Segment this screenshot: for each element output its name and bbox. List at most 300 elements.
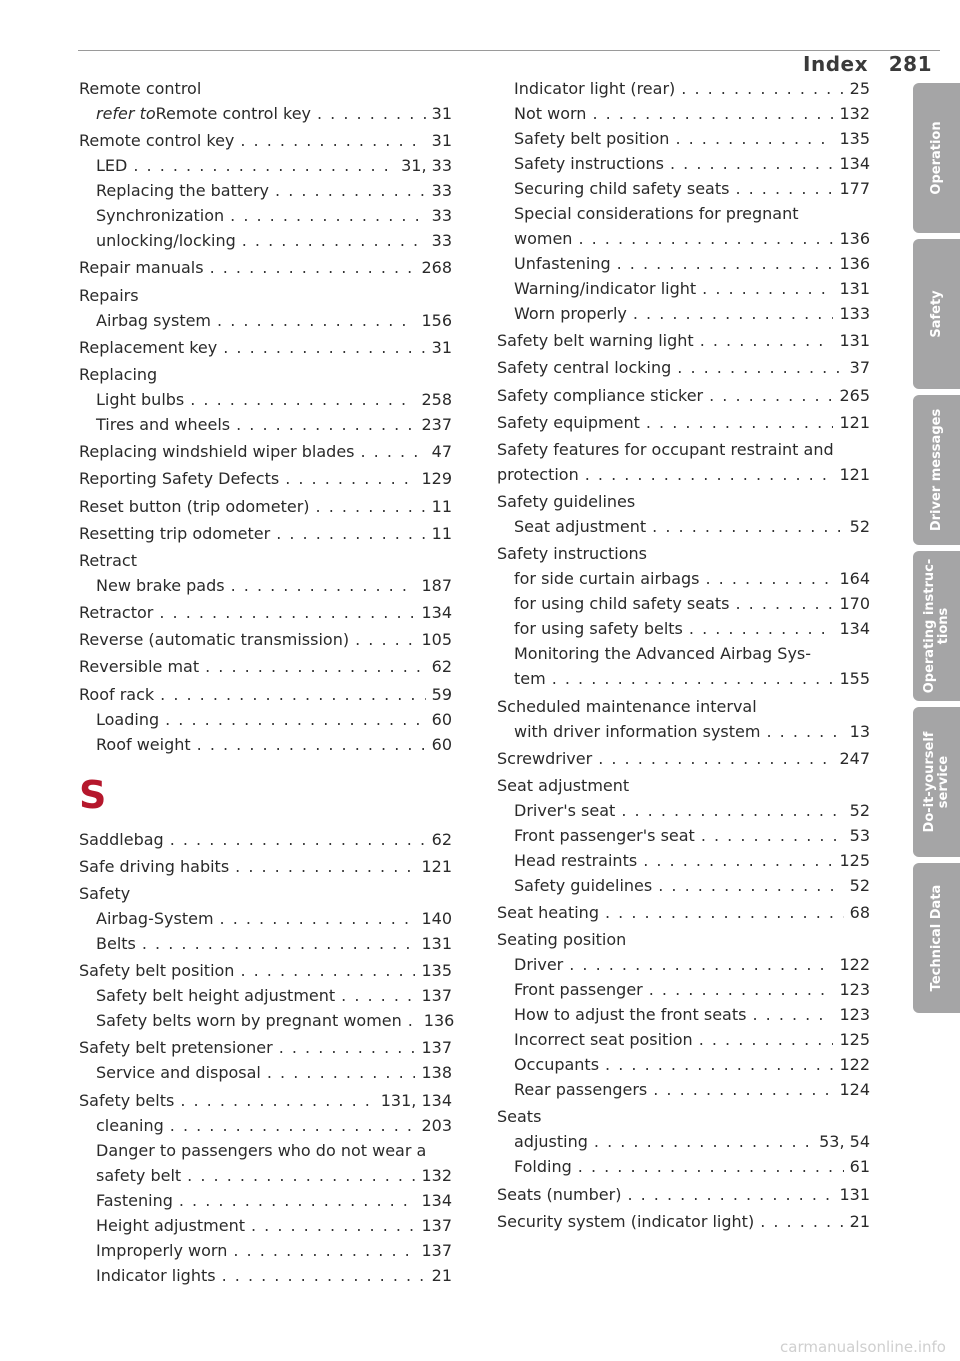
chapter-tab[interactable]	[913, 239, 960, 389]
chapter-tab-label: Operating instruc- tions	[921, 558, 951, 694]
index-entry-pages[interactable]: 31	[431, 131, 452, 151]
index-entry	[79, 412, 452, 437]
index-entry-pages[interactable]: 131	[839, 331, 870, 351]
dot-leader	[361, 439, 426, 464]
index-entry-pages[interactable]: 156	[421, 310, 452, 330]
index-entry	[497, 1209, 870, 1234]
index-entry-term: Safety compliance sticker	[497, 385, 704, 405]
index-entry	[79, 153, 452, 178]
index-entry-term: Safety instructions	[497, 544, 647, 564]
index-entry	[497, 773, 870, 798]
index-entry-term: Rear passengers	[514, 1080, 648, 1100]
dot-leader	[222, 1263, 426, 1288]
chapter-tab[interactable]	[913, 863, 960, 1013]
index-entry-pages[interactable]: 125	[839, 1030, 870, 1050]
dot-leader	[701, 823, 844, 848]
index-entry	[497, 201, 870, 226]
index-entry	[79, 521, 452, 546]
index-entry-pages[interactable]: 135	[839, 129, 870, 148]
dot-leader	[355, 627, 415, 652]
dot-leader	[275, 178, 426, 203]
dot-leader	[160, 682, 426, 707]
index-entry-pages[interactable]: 137	[421, 1240, 452, 1260]
index-entry-pages[interactable]: 53	[849, 825, 870, 845]
dot-leader	[689, 616, 834, 641]
dot-leader	[569, 952, 833, 977]
index-entry-pages[interactable]: 25	[849, 79, 870, 98]
index-entry	[79, 1008, 455, 1033]
index-entry-pages[interactable]: 31, 33	[401, 156, 452, 176]
index-entry-pages[interactable]: 131	[839, 279, 870, 298]
index-entry-pages[interactable]: 61	[849, 1157, 870, 1177]
index-entry	[497, 927, 870, 952]
index-entry-term: Tires and wheels	[96, 414, 231, 434]
index-entry-pages[interactable]: 237	[421, 414, 452, 434]
index-entry-term: Safety	[79, 884, 131, 903]
index-entry-term: Retractor	[79, 603, 154, 623]
index-entry	[497, 591, 870, 616]
index-entry-pages[interactable]: 136	[423, 1011, 455, 1031]
dot-leader	[170, 1113, 416, 1138]
index-entry	[79, 1035, 452, 1060]
index-entry-pages[interactable]: 131	[421, 934, 452, 953]
dot-leader	[706, 566, 834, 591]
index-entry	[79, 1088, 452, 1113]
index-entry	[79, 1163, 452, 1188]
index-entry	[497, 101, 870, 126]
index-entry-term: Head restraints	[514, 850, 638, 870]
index-entry-term: Synchronization	[96, 206, 225, 226]
index-entry-term: Airbag-System	[96, 909, 214, 928]
index-entry-term: tem	[514, 669, 546, 689]
index-entry-pages[interactable]: 52	[849, 875, 870, 895]
index-entry-pages[interactable]: 122	[839, 1055, 870, 1075]
index-entry-pages[interactable]: 31	[431, 337, 452, 357]
index-entry-pages[interactable]: 137	[421, 1038, 452, 1058]
watermark: carmanualsonline.info	[780, 1338, 946, 1356]
index-entry-pages[interactable]: 60	[431, 709, 452, 729]
chapter-tab-label: Do-it-yourself service	[921, 731, 951, 833]
index-entry-pages[interactable]: 31	[431, 104, 452, 123]
dot-leader	[649, 977, 834, 1002]
index-entry	[497, 566, 870, 591]
index-entry-pages[interactable]: 37	[849, 358, 870, 378]
index-entry-pages[interactable]: 177	[839, 179, 870, 198]
index-entry-pages[interactable]: 170	[839, 594, 870, 614]
index-entry-term: Service and disposal	[96, 1063, 261, 1083]
dot-leader	[594, 1129, 813, 1154]
index-entry-pages[interactable]: 13	[849, 721, 870, 741]
dot-leader	[223, 335, 425, 360]
index-entry-pages[interactable]: 140	[421, 909, 452, 928]
index-entry-term: Roof rack	[79, 684, 155, 704]
index-entry-pages[interactable]: 247	[839, 748, 870, 768]
index-entry-pages[interactable]: 105	[421, 630, 452, 650]
index-entry-pages[interactable]: 124	[839, 1080, 870, 1100]
index-entry	[79, 1263, 452, 1288]
chapter-tab[interactable]	[913, 707, 960, 857]
dot-leader	[598, 746, 833, 771]
index-entry-pages[interactable]: 133	[839, 304, 870, 323]
dot-leader	[627, 1182, 833, 1207]
dot-leader	[675, 126, 833, 151]
index-entry	[79, 387, 452, 412]
index-entry-pages[interactable]: 21	[849, 1211, 870, 1231]
index-entry-term: Safety guidelines	[497, 492, 636, 512]
index-entry	[497, 746, 870, 771]
index-entry-term: Seat adjustment	[514, 517, 647, 537]
index-entry	[79, 983, 452, 1008]
index-entry	[79, 255, 452, 280]
dot-leader	[735, 176, 833, 201]
index-entry-term: Replacing windshield wiper blades	[79, 442, 355, 462]
dot-leader	[276, 521, 425, 546]
index-entry	[79, 600, 452, 625]
index-entry-term: Occupants	[514, 1055, 600, 1075]
index-entry-pages[interactable]: 53, 54	[819, 1132, 870, 1152]
index-entry-term: Securing child safety seats	[514, 179, 730, 198]
chapter-tab[interactable]	[913, 395, 960, 545]
dot-leader	[180, 1088, 374, 1113]
index-entry-term: Fastening	[96, 1190, 173, 1210]
chapter-tab-label: Safety	[928, 290, 944, 338]
index-entry	[79, 439, 452, 464]
index-column-right	[497, 76, 870, 1234]
dot-leader	[220, 906, 416, 931]
dot-leader	[617, 251, 834, 276]
index-entry	[497, 328, 870, 353]
index-entry	[79, 76, 452, 101]
index-entry-pages[interactable]: 52	[849, 517, 870, 537]
dot-leader	[408, 1008, 418, 1033]
index-entry	[497, 1182, 870, 1207]
dot-leader	[317, 101, 426, 126]
dot-leader	[187, 1163, 415, 1188]
index-entry-term: Security system (indicator light)	[497, 1211, 755, 1231]
dot-leader	[578, 226, 833, 251]
index-entry-pages[interactable]: 122	[839, 955, 870, 975]
index-entry	[79, 1238, 452, 1263]
index-entry-pages[interactable]: 132	[839, 104, 870, 123]
index-entry-pages[interactable]: 136	[839, 254, 870, 273]
dot-leader	[633, 301, 834, 326]
index-entry-term: Retract	[79, 550, 137, 570]
header-rule	[78, 50, 940, 51]
index-entry-term: How to adjust the front seats	[514, 1005, 747, 1025]
index-entry	[497, 900, 870, 925]
index-entry-term: Remote control key	[155, 104, 311, 123]
index-entry	[497, 666, 870, 691]
index-entry-term: Special considerations for pregnant	[514, 204, 799, 223]
index-entry-term: Light bulbs	[96, 389, 185, 409]
index-entry-pages[interactable]: 125	[839, 850, 870, 870]
index-entry-pages[interactable]: 62	[431, 657, 452, 677]
index-entry	[79, 654, 452, 679]
index-entry-pages[interactable]: 134	[421, 1190, 452, 1210]
index-entry-pages[interactable]: 187	[421, 575, 452, 595]
index-entry	[79, 854, 452, 879]
index-entry-term: Reverse (automatic transmission)	[79, 630, 350, 650]
index-entry	[79, 178, 452, 203]
index-entry-term: Roof weight	[96, 734, 191, 754]
dot-leader	[159, 600, 415, 625]
index-entry-term: Danger to passengers who do not wear a	[96, 1140, 427, 1160]
dot-leader	[677, 355, 843, 380]
dot-leader	[210, 255, 416, 280]
index-entry	[497, 437, 870, 462]
index-entry-pages[interactable]: 121	[839, 464, 870, 484]
index-entry-pages[interactable]: 59	[431, 684, 452, 704]
dot-leader	[621, 798, 843, 823]
index-entry-pages[interactable]: 138	[421, 1063, 452, 1083]
index-entry-pages[interactable]: 137	[421, 1215, 452, 1235]
index-entry-term: protection	[497, 464, 579, 484]
chapter-tabs-sidebar	[913, 83, 960, 1019]
index-entry-pages[interactable]: 129	[421, 469, 452, 489]
index-entry-term: Safety belt pretensioner	[79, 1038, 273, 1058]
header-title: Index	[803, 52, 868, 76]
index-entry-term: Replacing	[79, 364, 158, 384]
dot-leader	[205, 654, 426, 679]
index-entry-pages[interactable]: 52	[849, 800, 870, 820]
index-entry-pages[interactable]: 203	[421, 1115, 452, 1135]
index-entry-term: Safety belts	[79, 1090, 175, 1110]
index-entry	[79, 362, 452, 387]
index-entry-pages[interactable]: 265	[839, 385, 870, 405]
index-entry	[79, 466, 452, 491]
index-entry-term: Height adjustment	[96, 1215, 245, 1235]
index-entry	[497, 489, 870, 514]
index-entry-pages[interactable]: 123	[839, 980, 870, 1000]
index-entry-term: Reporting Safety Defects	[79, 469, 280, 489]
index-entry-term: Safety guidelines	[514, 875, 653, 895]
dot-leader	[643, 848, 833, 873]
index-entry-term: Seating position	[497, 930, 627, 950]
index-entry	[79, 1138, 452, 1163]
dot-leader	[133, 153, 395, 178]
chapter-tab[interactable]	[913, 551, 960, 701]
index-entry-term: Safety features for occupant restraint and	[497, 439, 834, 459]
index-entry-pages[interactable]: 33	[431, 181, 452, 201]
index-entry-term: for using safety belts	[514, 619, 683, 639]
index-entry	[79, 881, 452, 906]
dot-leader	[652, 514, 843, 539]
index-entry	[497, 719, 870, 744]
dot-leader	[670, 151, 833, 176]
dot-leader	[752, 1002, 833, 1027]
index-entry-term: Driver's seat	[514, 800, 616, 820]
dot-leader	[658, 873, 843, 898]
index-entry-term: Unfastening	[514, 254, 611, 273]
dot-leader	[709, 383, 833, 408]
index-entry-term: Remote control	[79, 79, 202, 98]
index-entry	[79, 732, 452, 757]
index-entry	[497, 226, 870, 251]
index-entry	[497, 1052, 870, 1077]
index-entry	[497, 1129, 870, 1154]
index-entry-term: Scheduled maintenance interval	[497, 696, 757, 716]
index-entry	[497, 1104, 870, 1129]
dot-leader	[285, 466, 415, 491]
dot-leader	[179, 1188, 416, 1213]
index-entry	[79, 548, 452, 573]
index-entry-term: for using child safety seats	[514, 594, 730, 614]
index-entry-term: Safe driving habits	[79, 856, 230, 876]
index-entry	[497, 848, 870, 873]
index-entry-pages[interactable]: 135	[421, 961, 452, 981]
index-entry	[497, 952, 870, 977]
index-entry	[497, 301, 870, 326]
index-entry-term: Resetting trip odometer	[79, 523, 271, 543]
index-entry-pages[interactable]: 137	[421, 986, 452, 1006]
index-entry-pages[interactable]: 155	[839, 669, 870, 689]
index-entry-term: Safety equipment	[497, 412, 640, 432]
index-entry	[497, 383, 870, 408]
index-entry-term: Front passenger	[514, 980, 643, 1000]
index-entry-pages[interactable]: 47	[431, 442, 452, 462]
index-entry-pages[interactable]: 33	[431, 231, 452, 251]
index-entry-term: New brake pads	[96, 575, 225, 595]
index-entry-term: Monitoring the Advanced Airbag Sys-	[514, 644, 812, 664]
index-entry-term: Airbag system	[96, 310, 212, 330]
index-entry	[497, 355, 870, 380]
index-entry	[497, 823, 870, 848]
index-entry-pages[interactable]: 136	[839, 229, 870, 248]
dot-leader	[578, 1154, 844, 1179]
index-letter-heading: S	[79, 772, 107, 817]
dot-leader	[217, 308, 415, 333]
index-entry-pages[interactable]: 68	[849, 903, 870, 923]
index-entry-pages[interactable]: 62	[431, 829, 452, 849]
dot-leader	[230, 203, 425, 228]
index-entry-term: LED	[96, 156, 128, 176]
index-entry-term: with driver information system	[514, 721, 761, 741]
index-entry	[79, 128, 452, 153]
dot-leader	[316, 494, 426, 519]
dot-leader	[341, 983, 415, 1008]
dot-leader	[736, 591, 834, 616]
dot-leader	[702, 276, 833, 301]
dot-leader	[585, 462, 834, 487]
index-entry	[497, 126, 870, 151]
index-entry-term: Folding	[514, 1157, 572, 1177]
index-entry-term: Repair manuals	[79, 258, 204, 278]
dot-leader	[240, 958, 415, 983]
index-entry	[79, 308, 452, 333]
index-entry-pages[interactable]: 33	[431, 206, 452, 226]
dot-leader	[251, 1213, 415, 1238]
index-entry-pages[interactable]: 164	[839, 569, 870, 589]
index-entry-term: Safety belts worn by pregnant women	[96, 1011, 402, 1031]
index-entry-ref: refer to	[96, 104, 156, 123]
index-entry	[497, 694, 870, 719]
index-entry	[79, 203, 452, 228]
index-entry-pages[interactable]: 132	[421, 1165, 452, 1185]
index-entry-pages[interactable]: 268	[421, 258, 452, 278]
index-entry	[79, 1113, 452, 1138]
index-entry-term: Safety belt height adjustment	[96, 986, 336, 1006]
index-entry-pages[interactable]: 121	[421, 856, 452, 876]
page-header	[78, 34, 940, 74]
index-entry	[497, 1002, 870, 1027]
index-entry-pages[interactable]: 134	[421, 603, 452, 623]
index-entry	[79, 1188, 452, 1213]
dot-leader	[236, 412, 415, 437]
index-entry-term: Remote control key	[79, 131, 235, 151]
index-entry-pages[interactable]: 121	[839, 412, 870, 432]
index-entry-term: Reversible mat	[79, 657, 200, 677]
dot-leader	[681, 76, 843, 101]
index-entry	[497, 616, 870, 641]
index-entry-term: Seat heating	[497, 903, 599, 923]
index-entry-term: Screwdriver	[497, 748, 593, 768]
dot-leader	[700, 328, 834, 353]
index-entry	[497, 514, 870, 539]
index-entry-pages[interactable]: 11	[431, 496, 452, 516]
index-entry-term: Warning/indicator light	[514, 279, 697, 298]
index-entry-term: adjusting	[514, 1132, 588, 1152]
dot-leader	[240, 128, 425, 153]
index-entry	[79, 101, 452, 126]
dot-leader	[699, 1027, 834, 1052]
index-entry-term: Reset button (trip odometer)	[79, 496, 310, 516]
index-entry	[79, 906, 452, 931]
index-entry	[497, 176, 870, 201]
index-entry	[79, 573, 452, 598]
index-entry-term: Indicator light (rear)	[514, 79, 676, 98]
index-entry-pages[interactable]: 131	[839, 1184, 870, 1204]
chapter-tab[interactable]	[913, 83, 960, 233]
dot-leader	[552, 666, 834, 691]
index-entry-term: Seats	[497, 1107, 542, 1127]
index-entry-term: Safety belt warning light	[497, 331, 694, 351]
index-entry-term: Safety central locking	[497, 358, 672, 378]
index-entry-term: Driver	[514, 955, 564, 975]
index-entry-pages[interactable]: 21	[431, 1265, 452, 1285]
index-entry-pages[interactable]: 123	[839, 1005, 870, 1025]
index-entry	[497, 641, 870, 666]
dot-leader	[279, 1035, 416, 1060]
index-entry-pages[interactable]: 134	[839, 619, 870, 639]
dot-leader	[605, 900, 844, 925]
index-entry	[497, 1027, 870, 1052]
index-entry	[79, 931, 452, 956]
dot-leader	[235, 854, 415, 879]
index-entry-term: Safety instructions	[514, 154, 664, 173]
dot-leader	[165, 707, 426, 732]
index-entry	[79, 1060, 452, 1085]
index-entry-term: women	[514, 229, 573, 248]
index-entry-pages[interactable]: 11	[431, 523, 452, 543]
index-entry-term: Safety belt position	[514, 129, 670, 148]
chapter-tab-label: Operation	[928, 121, 944, 195]
index-entry-term: Belts	[96, 934, 136, 953]
index-entry-pages[interactable]: 258	[421, 389, 452, 409]
index-entry	[79, 335, 452, 360]
index-entry-pages[interactable]: 60	[431, 734, 452, 754]
index-entry-pages[interactable]: 131, 134	[380, 1090, 452, 1110]
dot-leader	[142, 931, 416, 956]
index-entry-pages[interactable]: 134	[839, 154, 870, 173]
index-entry	[497, 462, 870, 487]
index-entry-term: for side curtain airbags	[514, 569, 700, 589]
index-entry-term: Indicator lights	[96, 1265, 216, 1285]
index-entry	[79, 494, 452, 519]
index-entry-term: safety belt	[96, 1165, 182, 1185]
page-number: 281	[888, 52, 932, 76]
index-entry	[79, 627, 452, 652]
index-entry-term: Loading	[96, 709, 160, 729]
